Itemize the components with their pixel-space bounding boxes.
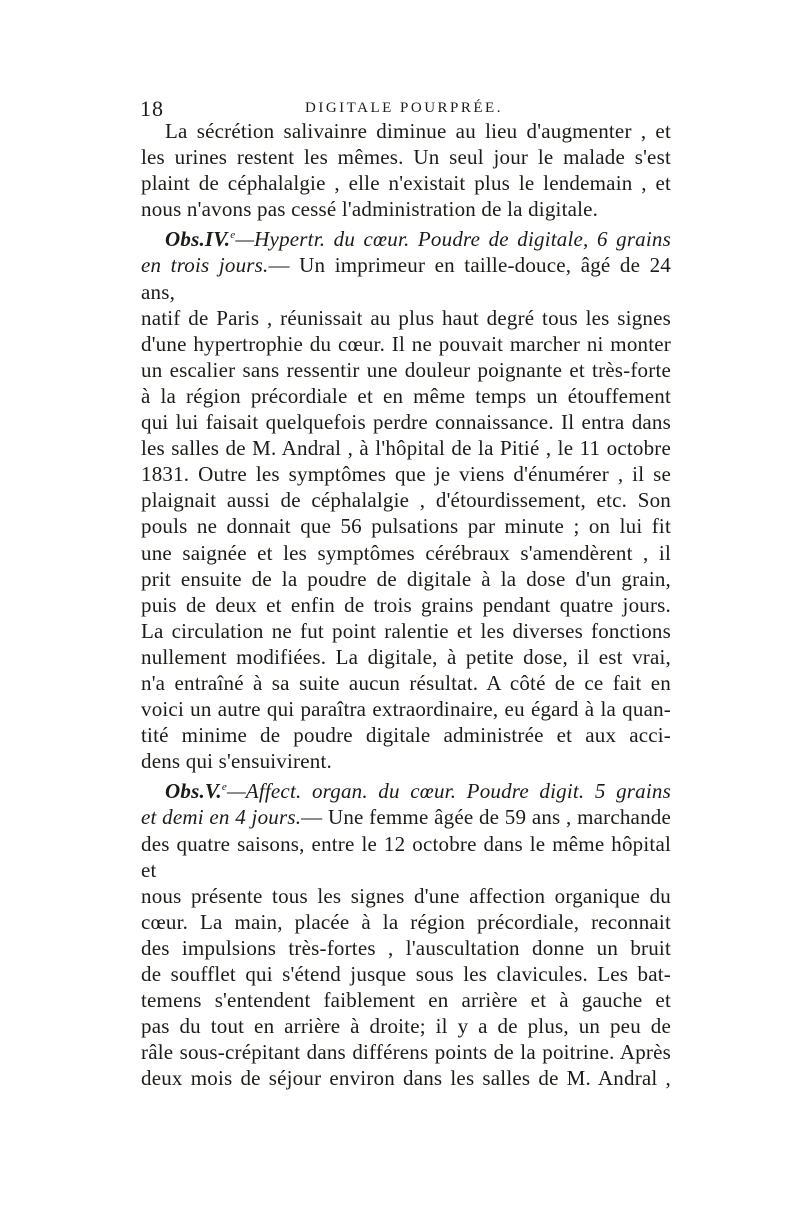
body-text bbox=[141, 118, 671, 1091]
observation-heading: Obs.V.$^e$—Affect. organ. du cœur. Poudre digit. 5 grains bbox=[165, 779, 671, 804]
text-line-content: — Une femme âgée de 59 ans , marchande bbox=[301, 805, 671, 830]
text-line: et demi en 4 jours.— Une femme âgée de 59 ans , marchande bbox=[141, 805, 671, 830]
text-line: de soufflet qui s'étend jusque sous les clavicules. Les bat- bbox=[141, 962, 671, 986]
text-line: temens s'entendent faiblement en arrière et à gauche et bbox=[141, 988, 671, 1013]
text-line: pouls ne donnait que 56 pulsations par minute ; on lui fit bbox=[141, 514, 671, 539]
page-header bbox=[140, 96, 670, 120]
text-line: cœur. La main, placée à la région précordiale, reconnait bbox=[141, 909, 671, 934]
text-line: La circulation ne fut point ralentie et les diverses fonctions bbox=[141, 618, 671, 643]
text-line: des quatre saisons, entre le 12 octobre dans le même hôpital et bbox=[141, 831, 671, 882]
text-line: puis de deux et enfin de trois grains pendant quatre jours. bbox=[141, 592, 671, 617]
text-line: qui lui faisait quelquefois perdre connaissance. Il entra dans bbox=[141, 410, 671, 435]
text-line: plaignait aussi de céphalalgie , d'étourdissement, etc. Son bbox=[141, 488, 671, 513]
text-line: un escalier sans ressentir une douleur poignante et très-forte bbox=[141, 357, 671, 382]
observation-heading: Obs.IV.$^e$—Hypertr. du cœur. Poudre de digitale, 6 grains bbox=[165, 227, 671, 252]
text-line: deux mois de séjour environ dans les salles de M. Andral , bbox=[141, 1066, 671, 1091]
text-line: n'a entraîné à sa suite aucun résultat. A côté de ce fait en bbox=[141, 670, 671, 695]
text-line: râle sous-crépitant dans différens points de la poitrine. Après bbox=[141, 1040, 671, 1065]
text-line-content: — Un imprimeur en taille-douce, âgé de 24 ans, bbox=[141, 253, 671, 304]
text-line: tité minime de poudre digitale administrée et aux acci- bbox=[141, 723, 671, 748]
running-title: DIGITALE POURPRÉE. bbox=[305, 100, 503, 116]
text-line: les urines restent les mêmes. Un seul jour le malade s'est bbox=[141, 145, 671, 170]
text-line: prit ensuite de la poudre de digitale à la dose d'un grain, bbox=[141, 566, 671, 591]
text-line: voici un autre qui paraîtra extraordinaire, eu égard à la quan- bbox=[141, 697, 671, 722]
text-line: La sécrétion salivainre diminue au lieu d'augmenter , et bbox=[165, 119, 671, 143]
text-line: nous présente tous les signes d'une affection organique du bbox=[141, 883, 671, 908]
text-line: à la région précordiale et en même temps un étouffement bbox=[141, 383, 671, 408]
text-line: en trois jours.— Un imprimeur en taille-douce, âgé de 24 ans, bbox=[141, 253, 671, 304]
text-line: nous n'avons pas cessé l'administration de la digitale. bbox=[141, 197, 599, 222]
text-line: pas du tout en arrière à droite; il y a de plus, un peu de bbox=[141, 1014, 671, 1039]
page-number: 18 bbox=[140, 96, 164, 121]
text-line: une saignée et les symptômes cérébraux s'amendèrent , il bbox=[141, 540, 671, 565]
text-line: plaint de céphalalgie , elle n'existait plus le lendemain , et bbox=[141, 171, 671, 196]
text-line: 1831. Outre les symptômes que je viens d'énumérer , il se bbox=[141, 462, 671, 487]
text-line: les salles de M. Andral , à l'hôpital de la Pitié , le 11 octobre bbox=[141, 436, 671, 461]
text-line: nullement modifiées. La digitale, à petite dose, il est vrai, bbox=[141, 644, 671, 669]
text-line: d'une hypertrophie du cœur. Il ne pouvait marcher ni monter bbox=[141, 331, 671, 356]
text-line: natif de Paris , réunissait au plus haut degré tous les signes bbox=[141, 305, 671, 330]
text-line: des impulsions très-fortes , l'auscultation donne un bruit bbox=[141, 935, 671, 960]
text-line: dens qui s'ensuivirent. bbox=[141, 749, 332, 774]
